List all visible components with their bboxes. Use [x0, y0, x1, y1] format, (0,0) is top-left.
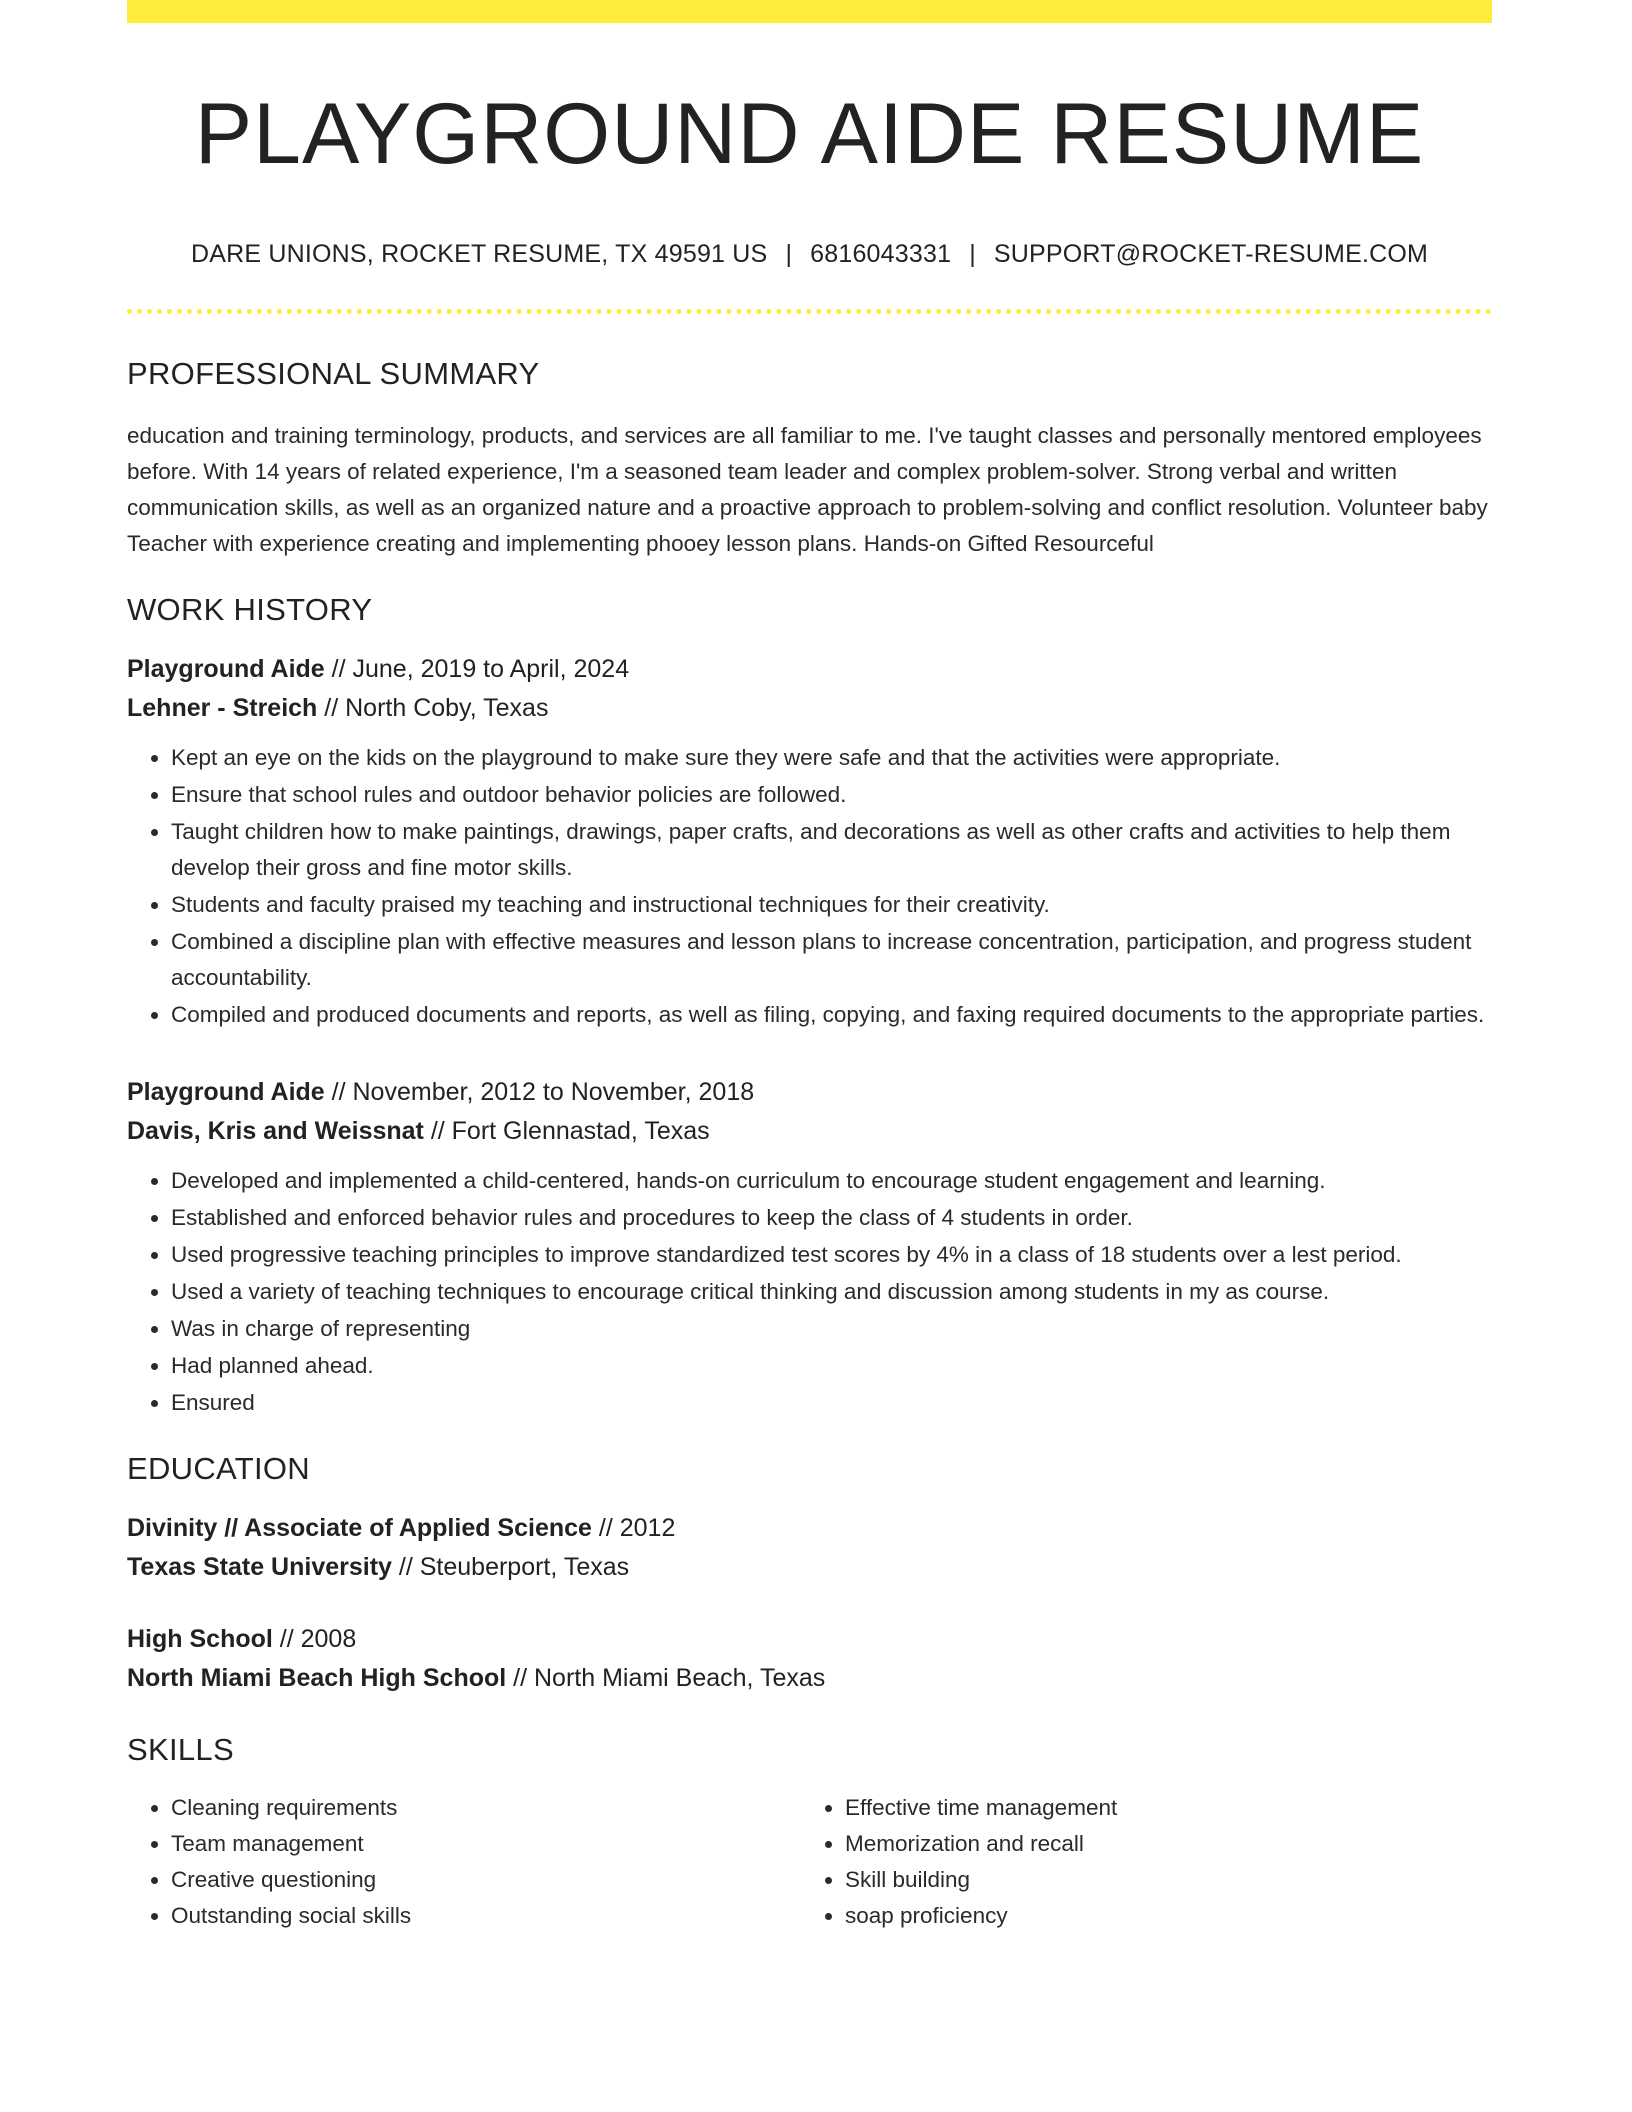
list-item: • Kept an eye on the kids on the playground to make sure they were safe and that the activities were appropriate.	[171, 740, 1492, 776]
contact-line	[127, 240, 1492, 269]
summary-heading: PROFESSIONAL SUMMARY	[127, 356, 540, 392]
list-item: • Ensured	[171, 1385, 1492, 1421]
job-title: Playground Aide	[127, 655, 325, 684]
skill-item: • Outstanding social skills	[171, 1898, 801, 1934]
resume-page	[127, 0, 1492, 1934]
list-item: • Established and enforced behavior rules and procedures to keep the class of 4 students in order.	[171, 1200, 1492, 1236]
skills-columns	[127, 1790, 1492, 1934]
job-company: Lehner - Streich	[127, 694, 318, 723]
list-item: • Taught children how to make paintings, drawings, paper crafts, and decorations as well as other crafts and activities to help them develop their gross and fine motor skills.	[171, 814, 1492, 886]
education-school-line	[127, 1548, 1492, 1587]
contact-address: DARE UNIONS, ROCKET RESUME, TX 49591 US	[190, 240, 768, 269]
job-company-line	[127, 1112, 1492, 1151]
education-year: // 2012	[591, 1514, 676, 1543]
contact-email: SUPPORT@ROCKET-RESUME.COM	[993, 240, 1429, 269]
education-location: // Steuberport, Texas	[391, 1553, 630, 1582]
education-year: // 2008	[272, 1625, 357, 1654]
skills-list-left	[127, 1790, 801, 1934]
skills-heading: SKILLS	[127, 1732, 234, 1768]
job-dates: // November, 2012 to November, 2018	[324, 1078, 755, 1107]
list-item: • Used a variety of teaching techniques to encourage critical thinking and discussion among students in my as course.	[171, 1274, 1492, 1310]
job-title: Playground Aide	[127, 1078, 325, 1107]
education-entry	[127, 1509, 1492, 1587]
skill-item: • Creative questioning	[171, 1862, 801, 1898]
job-company-line	[127, 689, 1492, 728]
job-location: // Fort Glennastad, Texas	[423, 1117, 710, 1146]
education-degree: High School	[127, 1625, 273, 1654]
skill-item: • Effective time management	[845, 1790, 1475, 1826]
education-degree: Divinity // Associate of Applied Science	[127, 1514, 592, 1543]
skill-item: • Memorization and recall	[845, 1826, 1475, 1862]
education-degree-line	[127, 1509, 1492, 1548]
contact-separator: |	[785, 240, 793, 269]
education-entry	[127, 1620, 1492, 1698]
contact-separator: |	[969, 240, 976, 269]
list-item: • Compiled and produced documents and reports, as well as filing, copying, and faxing required documents to the appropriate parties.	[171, 997, 1492, 1033]
list-item: • Developed and implemented a child-centered, hands-on curriculum to encourage student engagement and learning.	[171, 1163, 1492, 1199]
list-item: • Students and faculty praised my teaching and instructional techniques for their creativity.	[171, 887, 1492, 923]
job-title-line	[127, 1073, 1492, 1112]
education-school: North Miami Beach High School	[127, 1664, 507, 1693]
skills-list-right	[801, 1790, 1475, 1934]
job-entry	[127, 650, 1492, 1033]
list-item: • Was in charge of representing	[171, 1311, 1492, 1347]
job-title-line	[127, 650, 1492, 689]
list-item: • Used progressive teaching principles to improve standardized test scores by 4% in a class of 18 students over a lest period.	[171, 1237, 1492, 1273]
contact-phone: 6816043331	[810, 240, 952, 269]
education-heading: EDUCATION	[127, 1451, 310, 1487]
dotted-divider	[127, 309, 1492, 314]
list-item: • Had planned ahead.	[171, 1348, 1492, 1384]
job-dates: // June, 2019 to April, 2024	[324, 655, 630, 684]
work-history-heading: WORK HISTORY	[127, 592, 373, 628]
summary-text: education and training terminology, products, and services are all familiar to me. I've taught classes and personally mentored employees before. With 14 years of related experience, I'm a seasoned team leader and complex problem-solver. Strong verbal and written communication skills, as well as an organized nature and a proactive approach to problem-solving and conflict resolution. Volunteer baby Teacher with experience creating and implementing phooey lesson plans. Hands-on Gifted Resourceful	[127, 423, 1488, 557]
skill-item: • soap proficiency	[845, 1898, 1475, 1934]
job-location: // North Coby, Texas	[317, 694, 549, 723]
education-school: Texas State University	[127, 1553, 392, 1582]
skill-item: • Skill building	[845, 1862, 1475, 1898]
education-school-line	[127, 1659, 1492, 1698]
list-item: • Ensure that school rules and outdoor behavior policies are followed.	[171, 777, 1492, 813]
education-location: // North Miami Beach, Texas	[506, 1664, 826, 1693]
job-entry	[127, 1073, 1492, 1421]
job-company: Davis, Kris and Weissnat	[127, 1117, 424, 1146]
top-accent-bar	[127, 0, 1492, 23]
skill-item: • Cleaning requirements	[171, 1790, 801, 1826]
job-bullets	[127, 1163, 1492, 1421]
job-bullets	[127, 740, 1492, 1033]
list-item: • Combined a discipline plan with effective measures and lesson plans to increase concentration, participation, and progress student accountability.	[171, 924, 1492, 996]
resume-title: PLAYGROUND AIDE RESUME	[194, 86, 1425, 182]
education-degree-line	[127, 1620, 1492, 1659]
skill-item: • Team management	[171, 1826, 801, 1862]
